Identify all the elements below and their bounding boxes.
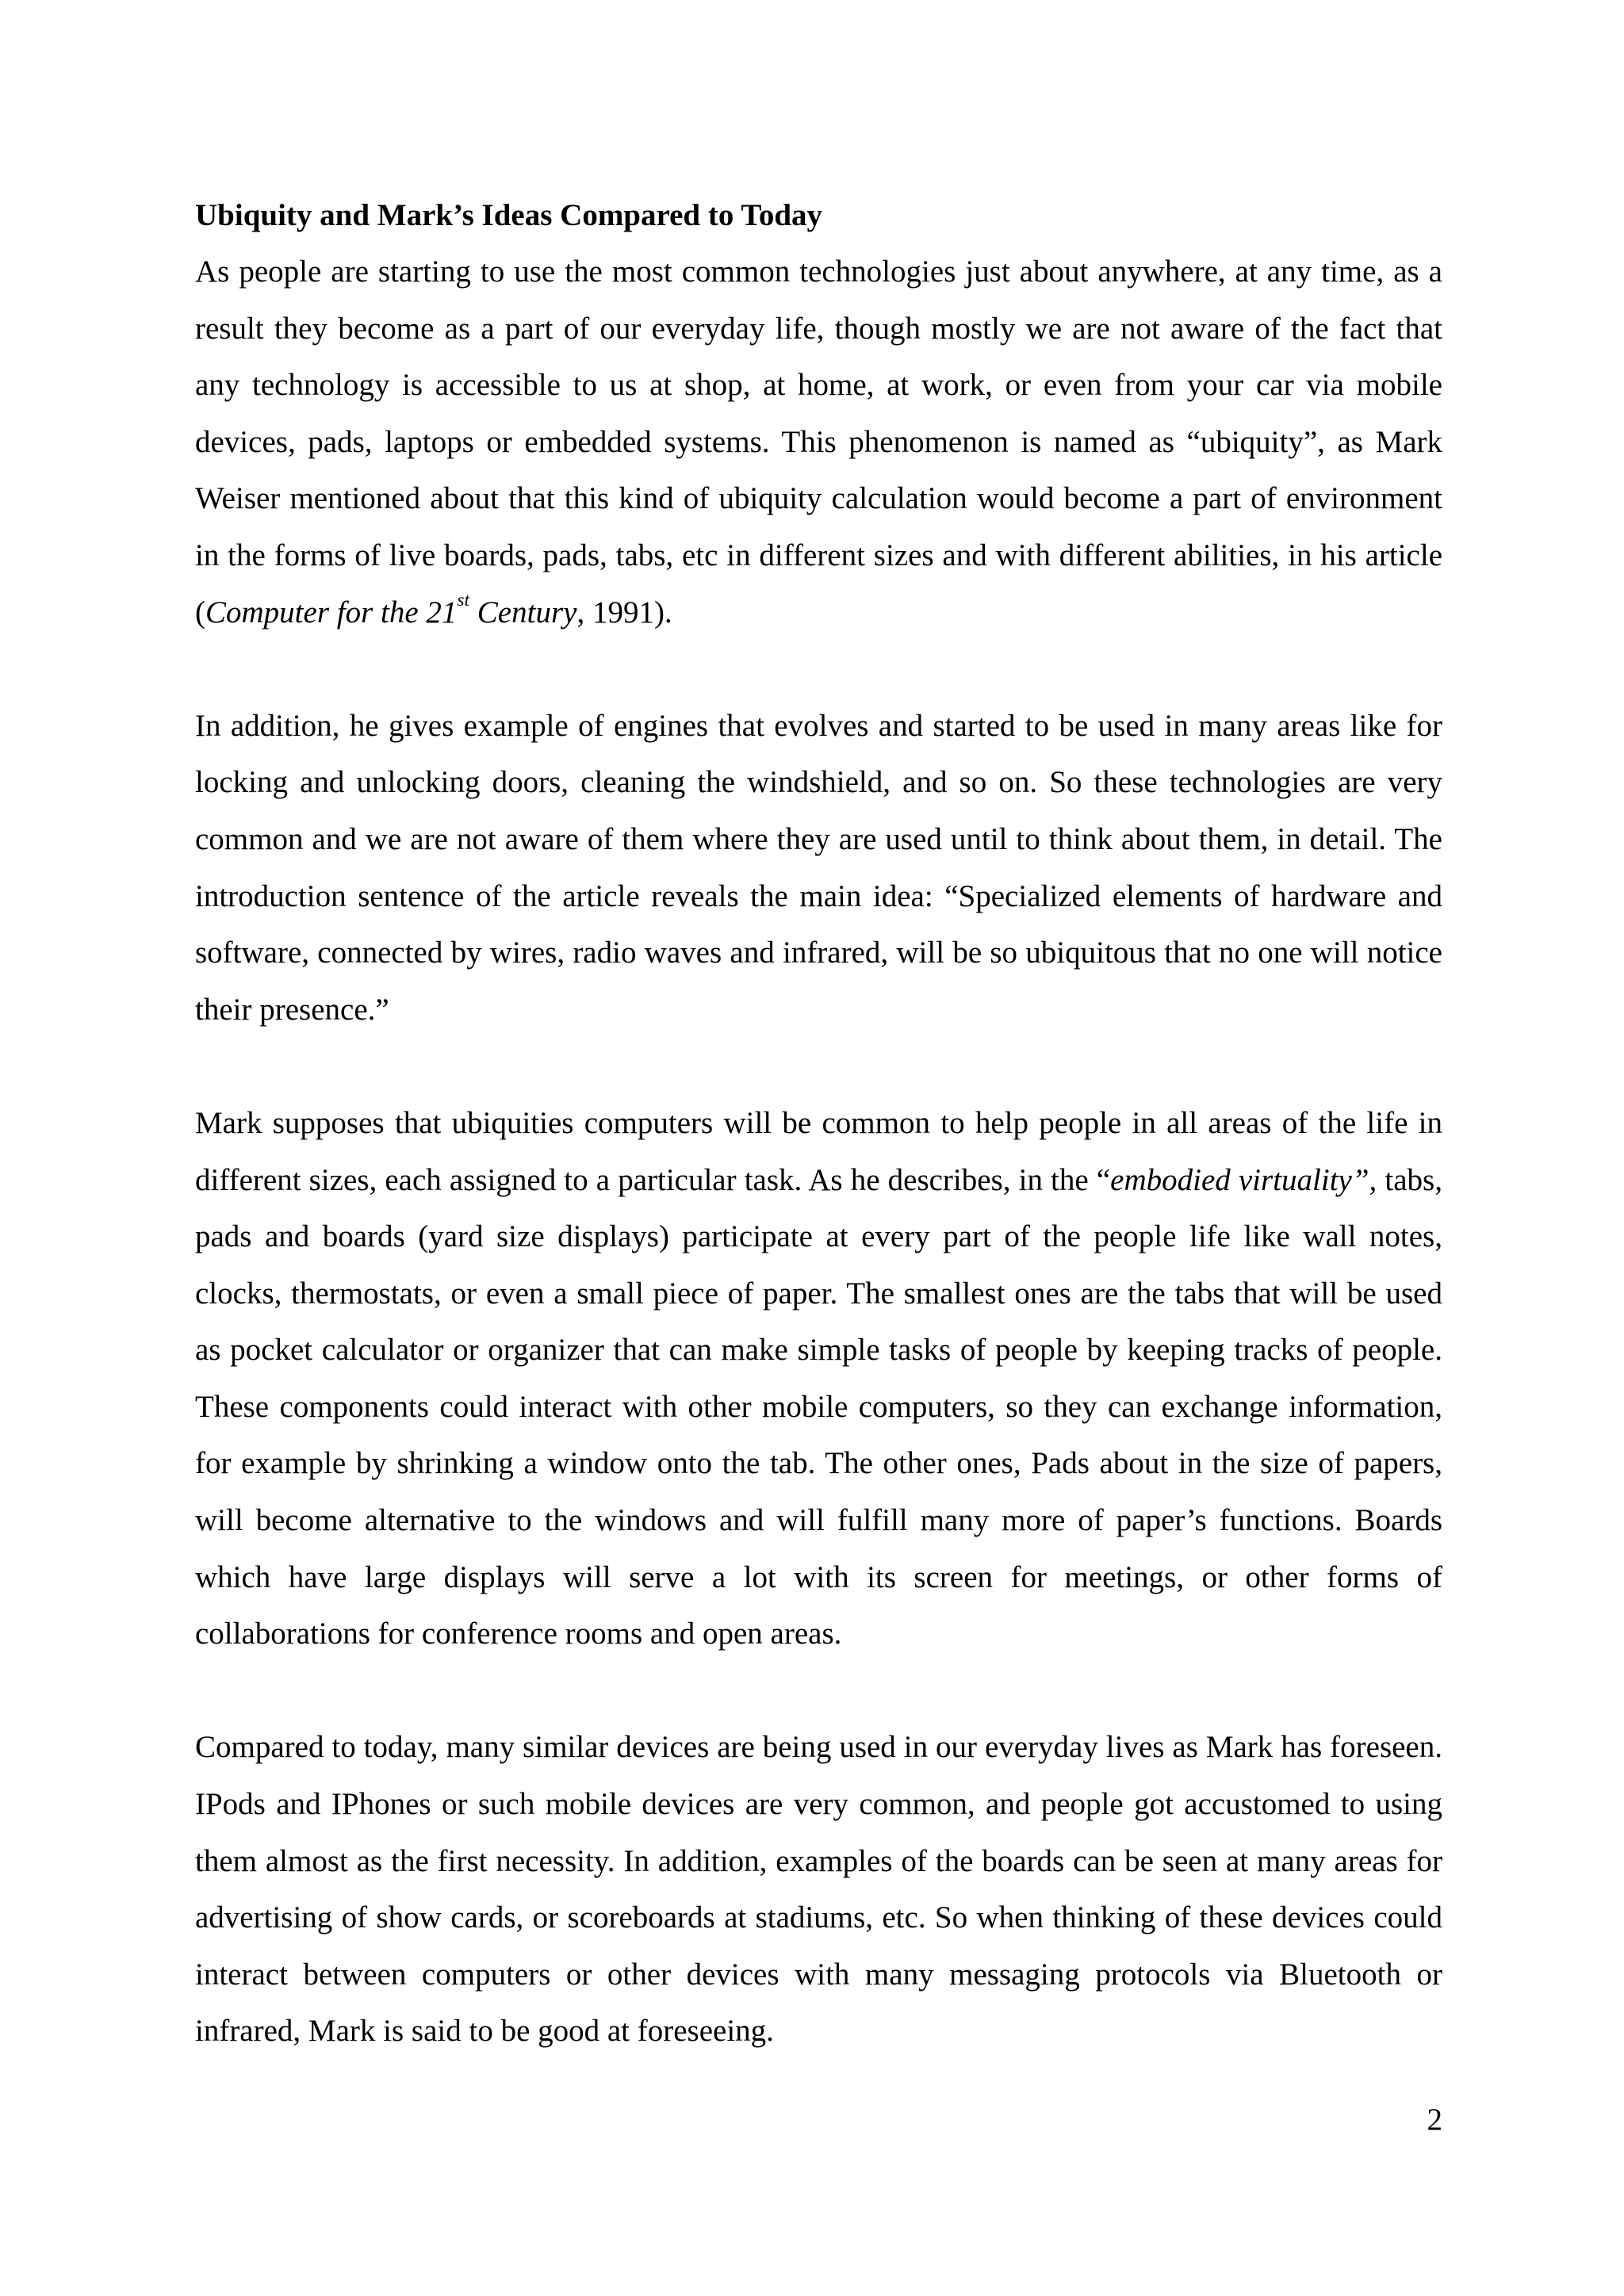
paragraph-2: In addition, he gives example of engines that evolves and started to be used in many areas like for locking and unlocking doors, cleaning the windshield, and so on. So these technologies are very common and we are not aware of them where they are used until to think about them, in detail. The introduction sentence of the article reveals the main idea: “Specialized elements of hardware and software, connected by wires, radio waves and infrared, will be so ubiquitous that no one will notice their presence.” — [195, 708, 1442, 1027]
citation-title-part-a: Computer for the 21 — [205, 595, 458, 629]
paragraph-3 — [195, 1095, 1442, 1663]
paragraph-3-body: , tabs, pads and boards (yard size displays) participate at every part of the people life like wall notes, clocks, thermostats, or even a small piece of paper. The smallest ones are the tabs that will be used as pocket calculator or organizer that can make simple tasks of people by keeping tracks of people. These components could interact with other mobile computers, so they can exchange information, for example by shrinking a window onto the tab. The other ones, Pads about in the size of papers, will become alternative to the windows and will fulfill many more of paper’s functions. Boards which have large displays will serve a lot with its screen for meetings, or other forms of collaborations for conference rooms and open areas. — [195, 1162, 1442, 1651]
embodied-virtuality-term: embodied virtuality” — [1110, 1162, 1369, 1197]
page-number: 2 — [1427, 2103, 1442, 2137]
section-heading: Ubiquity and Mark’s Ideas Compared to Today — [195, 198, 823, 232]
paragraph-4: Compared to today, many similar devices are being used in our everyday lives as Mark has foreseen. IPods and IPhones or such mobile devices are very common, and people got accustomed to using them almost as the first necessity. In addition, examples of the boards can be seen at many areas for advertising of show cards, or scoreboards at stadiums, etc. So when thinking of these devices could interact between computers or other devices with many messaging protocols via Bluetooth or infrared, Mark is said to be good at foreseeing. — [195, 1730, 1442, 2049]
citation-title — [205, 589, 577, 629]
citation-superscript: st — [457, 589, 470, 610]
document-body — [195, 187, 1442, 2060]
citation-year: , 1991). — [576, 595, 672, 629]
paragraph-1-text: As people are starting to use the most common technologies just about anywhere, at any time, as a result they become as a part of our everyday life, though mostly we are not aware of the fact that any technology is accessible to us at shop, at home, at work, or even from your car via mobile devices, pads, laptops or embedded systems. This phenomenon is named as “ubiquity”, as Mark Weiser mentioned about that this kind of ubiquity calculation would become a part of environment in the forms of live boards, pads, tabs, etc in different sizes and with different abilities, in his article ( — [195, 254, 1442, 629]
citation-title-part-b: Century — [469, 595, 577, 629]
paragraph-1 — [195, 243, 1442, 641]
paragraph-3-intro: Mark supposes that ubiquities computers will be common to help people in all areas of the life in different sizes, each assigned to a particular task. As he describes, in the “ — [195, 1105, 1442, 1197]
